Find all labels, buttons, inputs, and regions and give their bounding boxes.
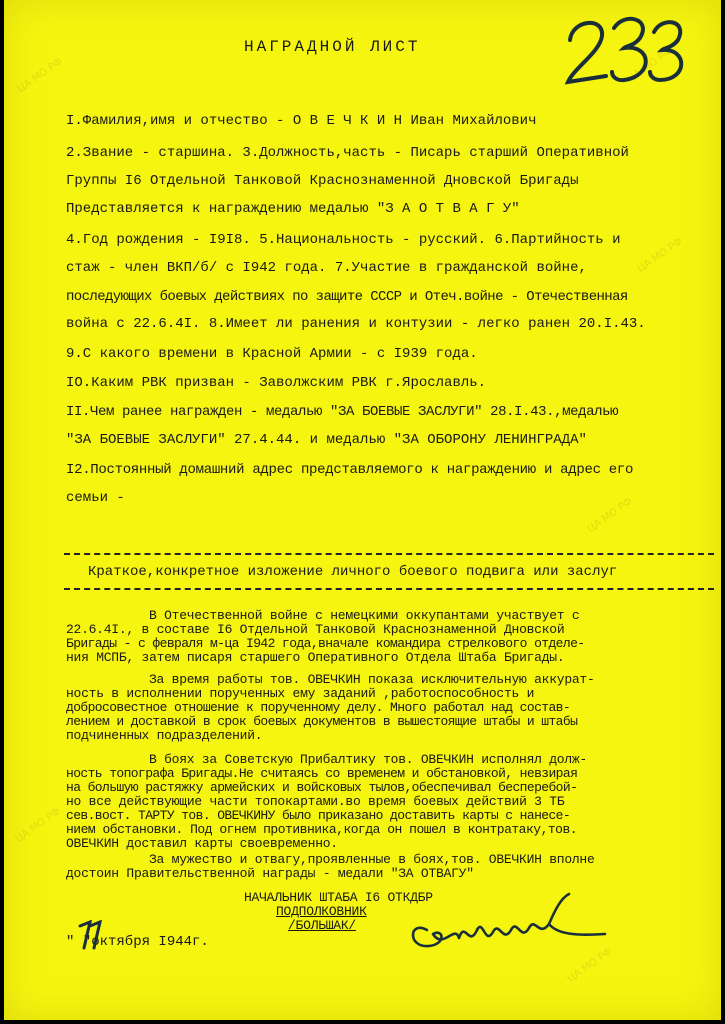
watermark: ЦА МО РФ — [635, 236, 685, 275]
divider — [64, 553, 714, 555]
date: " "октября I944г. — [66, 934, 209, 950]
narrative-line: на большую растяжку армейских и войсковых тылов,обеспечивал бесперебой- — [66, 780, 578, 795]
narrative-line: В боях за Советскую Прибалтику тов. ОВЕЧКИН исполнял долж- — [149, 752, 587, 767]
questionnaire-line: IO.Каким РВК призван - Заволжским РВК г.Ярославль. — [66, 375, 487, 391]
award-sheet — [4, 0, 721, 1020]
questionnaire-line: 9.С какого времени в Красной Армии - с I939 года. — [66, 346, 478, 362]
questionnaire-line: "ЗА БОЕВЫЕ ЗАСЛУГИ" 27.4.44. и медалью "ЗА ОБОРОНУ ЛЕНИНГРАДА" — [66, 432, 587, 448]
watermark: ЦА МО РФ — [13, 806, 63, 845]
watermark: ЦА МО РФ — [585, 496, 635, 535]
divider — [64, 588, 714, 590]
questionnaire-line: стаж - член ВКП/б/ с I942 года. 7.Участие в гражданской войне, — [66, 260, 587, 276]
narrative-line: нием обстановки. Под огнем противника,когда он пошел в контратаку,тов. — [66, 822, 578, 837]
questionnaire-line: последующих боевых действиях по защите СССР и Отеч.войне - Отечественная — [66, 289, 628, 305]
narrative-line: В Отечественной войне с немецкими оккупантами участвует с — [149, 608, 580, 623]
narrative-line: но все действующие части топокартами.во время боевых действий 3 ТБ — [66, 794, 565, 809]
narrative-line: сев.вост. ТАРТУ тов. ОВЕЧКИНУ было приказано доставить карты с нанесе- — [66, 808, 571, 823]
section-heading: Краткое,конкретное изложение личного боевого подвига или заслуг — [88, 564, 618, 580]
narrative-line: подчиненных подразделений. — [66, 728, 263, 743]
handwritten-signature — [399, 890, 609, 960]
questionnaire-line: II.Чем ранее награжден - медалью "ЗА БОЕВЫЕ ЗАСЛУГИ" 28.I.43.,медалью — [66, 404, 619, 420]
handwritten-day — [76, 920, 104, 950]
signatory-name: /БОЛЬШАК/ — [288, 918, 356, 933]
questionnaire-line: 2.Звание - старшина. 3.Должность,часть - Писарь старший Оперативной — [66, 145, 629, 161]
questionnaire-line: I2.Постоянный домашний адрес представляемого к награждению и адрес его — [66, 462, 634, 478]
narrative-line: 22.6.4I., в составе I6 Отдельной Танковой Краснознаменной Дновской — [66, 622, 565, 637]
questionnaire-line: 4.Год рождения - I9I8. 5.Национальность - русский. 6.Партийность и — [66, 232, 621, 248]
watermark: ЦА МО РФ — [565, 946, 615, 985]
signatory-rank: ПОДПОЛКОВНИК — [276, 904, 367, 919]
archive-number-handwritten — [562, 10, 692, 90]
narrative-line: лением и доставкой в срок боевых документов в вышестоящие штабы и штабы — [66, 714, 578, 729]
narrative-line: ность в исполнении порученных ему заданий ,работоспособность и — [66, 686, 535, 701]
watermark: ЦА МО РФ — [625, 46, 675, 85]
narrative-line: добросовестное отношение к порученному делу. Много работал над состав- — [66, 700, 571, 715]
narrative-line: ОВЕЧКИН доставил карты своевременно. — [66, 836, 338, 851]
questionnaire-line: война с 22.6.4I. 8.Имеет ли ранения и контузии - легко ранен 20.I.43. — [66, 316, 646, 332]
questionnaire-line: Группы I6 Отдельной Танковой Краснознаменной Дновской Бригады — [66, 173, 579, 189]
questionnaire-line: I.Фамилия,имя и отчество - О В Е Ч К И Н Иван Михайлович — [66, 113, 537, 129]
narrative-line: достоин Правительственной награды - медали "ЗА ОТВАГУ" — [66, 866, 474, 881]
narrative-line: ность топографа Бригады.Не считаясь со временем и обстановкой, невзирая — [66, 766, 578, 781]
questionnaire-line: Представляется к награждению медалью "З А О Т В А Г У" — [66, 201, 520, 217]
narrative-line: За время работы тов. ОВЕЧКИН показа исключительную аккурат- — [149, 672, 595, 687]
questionnaire-line: семьи - — [66, 490, 125, 506]
narrative-line: ния МСПБ, затем писаря старшего Оперативного Отдела Штаба Бригады. — [66, 650, 565, 665]
watermark: ЦА МО РФ — [15, 56, 65, 95]
narrative-line: Бригады - с февраля м-ца I942 года,вначале командира стрелкового отделе- — [66, 636, 585, 651]
signatory-position: НАЧАЛЬНИК ШТАБА I6 ОТКДБР — [244, 890, 433, 905]
document-title: НАГРАДНОЙ ЛИСТ — [244, 38, 421, 56]
narrative-line: За мужество и отвагу,проявленные в боях,тов. ОВЕЧКИН вполне — [149, 852, 595, 867]
